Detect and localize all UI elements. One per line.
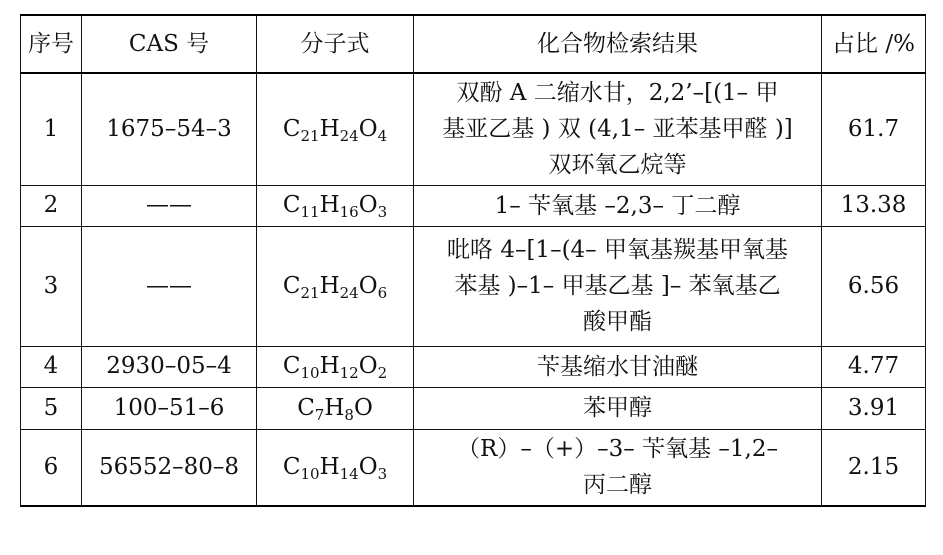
cell-compound: 吡咯 4–[1–(4– 甲氧基羰基甲氧基 苯基 )–1– 甲基乙基 ]– 苯氧基乙 酸甲酯 <box>414 226 822 346</box>
cell-cas: 100–51–6 <box>82 387 257 429</box>
cell-ratio: 13.38 <box>822 185 926 226</box>
formula-count: 11 <box>300 203 320 221</box>
table-row <box>21 387 926 429</box>
cell-compound: 双酚 A 二缩水甘，2,2’–[(1– 甲 基亚乙基 ) 双 (4,1– 亚苯基甲醛 )] 双环氧乙烷等 <box>414 73 822 185</box>
table-row <box>21 185 926 226</box>
cell-ratio: 2.15 <box>822 429 926 506</box>
header-formula: 分子式 <box>257 15 414 73</box>
formula-element: O <box>353 394 373 421</box>
formula-element: H <box>324 394 345 421</box>
cell-cas: —— <box>82 185 257 226</box>
compound-table <box>20 14 926 507</box>
table-container <box>20 14 926 507</box>
cell-cas: 56552–80–8 <box>82 429 257 506</box>
cell-ratio: 6.56 <box>822 226 926 346</box>
formula-element: H <box>319 353 340 379</box>
cell-ratio: 3.91 <box>822 387 926 429</box>
cell-formula <box>257 185 414 226</box>
formula-count: 4 <box>377 126 388 145</box>
formula-element: C <box>282 192 301 218</box>
cell-compound: 1– 苄氧基 –2,3– 丁二醇 <box>414 185 822 226</box>
formula-element: H <box>319 115 340 142</box>
formula-element: O <box>358 192 378 218</box>
table-row <box>21 429 926 506</box>
formula-element: O <box>358 353 378 379</box>
formula-count: 3 <box>377 464 388 483</box>
table-row <box>21 226 926 346</box>
formula-count: 8 <box>344 405 354 424</box>
cell-cas: 2930–05–4 <box>82 346 257 387</box>
cell-no: 3 <box>21 226 82 346</box>
formula-element: C <box>282 115 301 142</box>
cell-no: 4 <box>21 346 82 387</box>
formula-count: 24 <box>339 126 359 145</box>
formula-element: H <box>319 272 340 299</box>
formula-element: O <box>358 453 378 480</box>
cell-no: 2 <box>21 185 82 226</box>
cell-formula <box>257 429 414 506</box>
cell-formula <box>257 226 414 346</box>
header-cas: CAS 号 <box>82 15 257 73</box>
table-row <box>21 346 926 387</box>
cell-no: 5 <box>21 387 82 429</box>
header-row <box>21 15 926 73</box>
formula-count: 3 <box>377 203 388 221</box>
formula-count: 2 <box>377 364 388 382</box>
formula-count: 14 <box>339 464 359 483</box>
cell-formula <box>257 387 414 429</box>
formula-count: 24 <box>339 283 359 302</box>
header-compound: 化合物检索结果 <box>414 15 822 73</box>
formula-element: C <box>297 394 315 421</box>
table-row <box>21 73 926 185</box>
formula-element: H <box>319 453 340 480</box>
formula-count: 21 <box>300 126 320 145</box>
cell-compound: 苯甲醇 <box>414 387 822 429</box>
formula-count: 12 <box>339 364 359 382</box>
formula-count: 10 <box>300 364 320 382</box>
cell-cas: —— <box>82 226 257 346</box>
cell-cas: 1675–54–3 <box>82 73 257 185</box>
cell-compound: （R）–（+）–3– 苄氧基 –1,2– 丙二醇 <box>414 429 822 506</box>
cell-compound: 苄基缩水甘油醚 <box>414 346 822 387</box>
formula-element: C <box>282 353 301 379</box>
formula-count: 7 <box>314 405 325 424</box>
formula-count: 21 <box>300 283 320 302</box>
cell-no: 1 <box>21 73 82 185</box>
formula-element: C <box>282 272 301 299</box>
formula-count: 10 <box>300 464 320 483</box>
formula-count: 6 <box>377 283 388 302</box>
formula-element: C <box>282 453 301 480</box>
cell-no: 6 <box>21 429 82 506</box>
header-ratio: 占比 /% <box>822 15 926 73</box>
formula-element: O <box>358 115 378 142</box>
formula-element: H <box>319 192 340 218</box>
cell-ratio: 61.7 <box>822 73 926 185</box>
formula-element: O <box>358 272 378 299</box>
header-no: 序号 <box>21 15 82 73</box>
cell-formula <box>257 73 414 185</box>
cell-formula <box>257 346 414 387</box>
cell-ratio: 4.77 <box>822 346 926 387</box>
formula-count: 16 <box>339 203 359 221</box>
